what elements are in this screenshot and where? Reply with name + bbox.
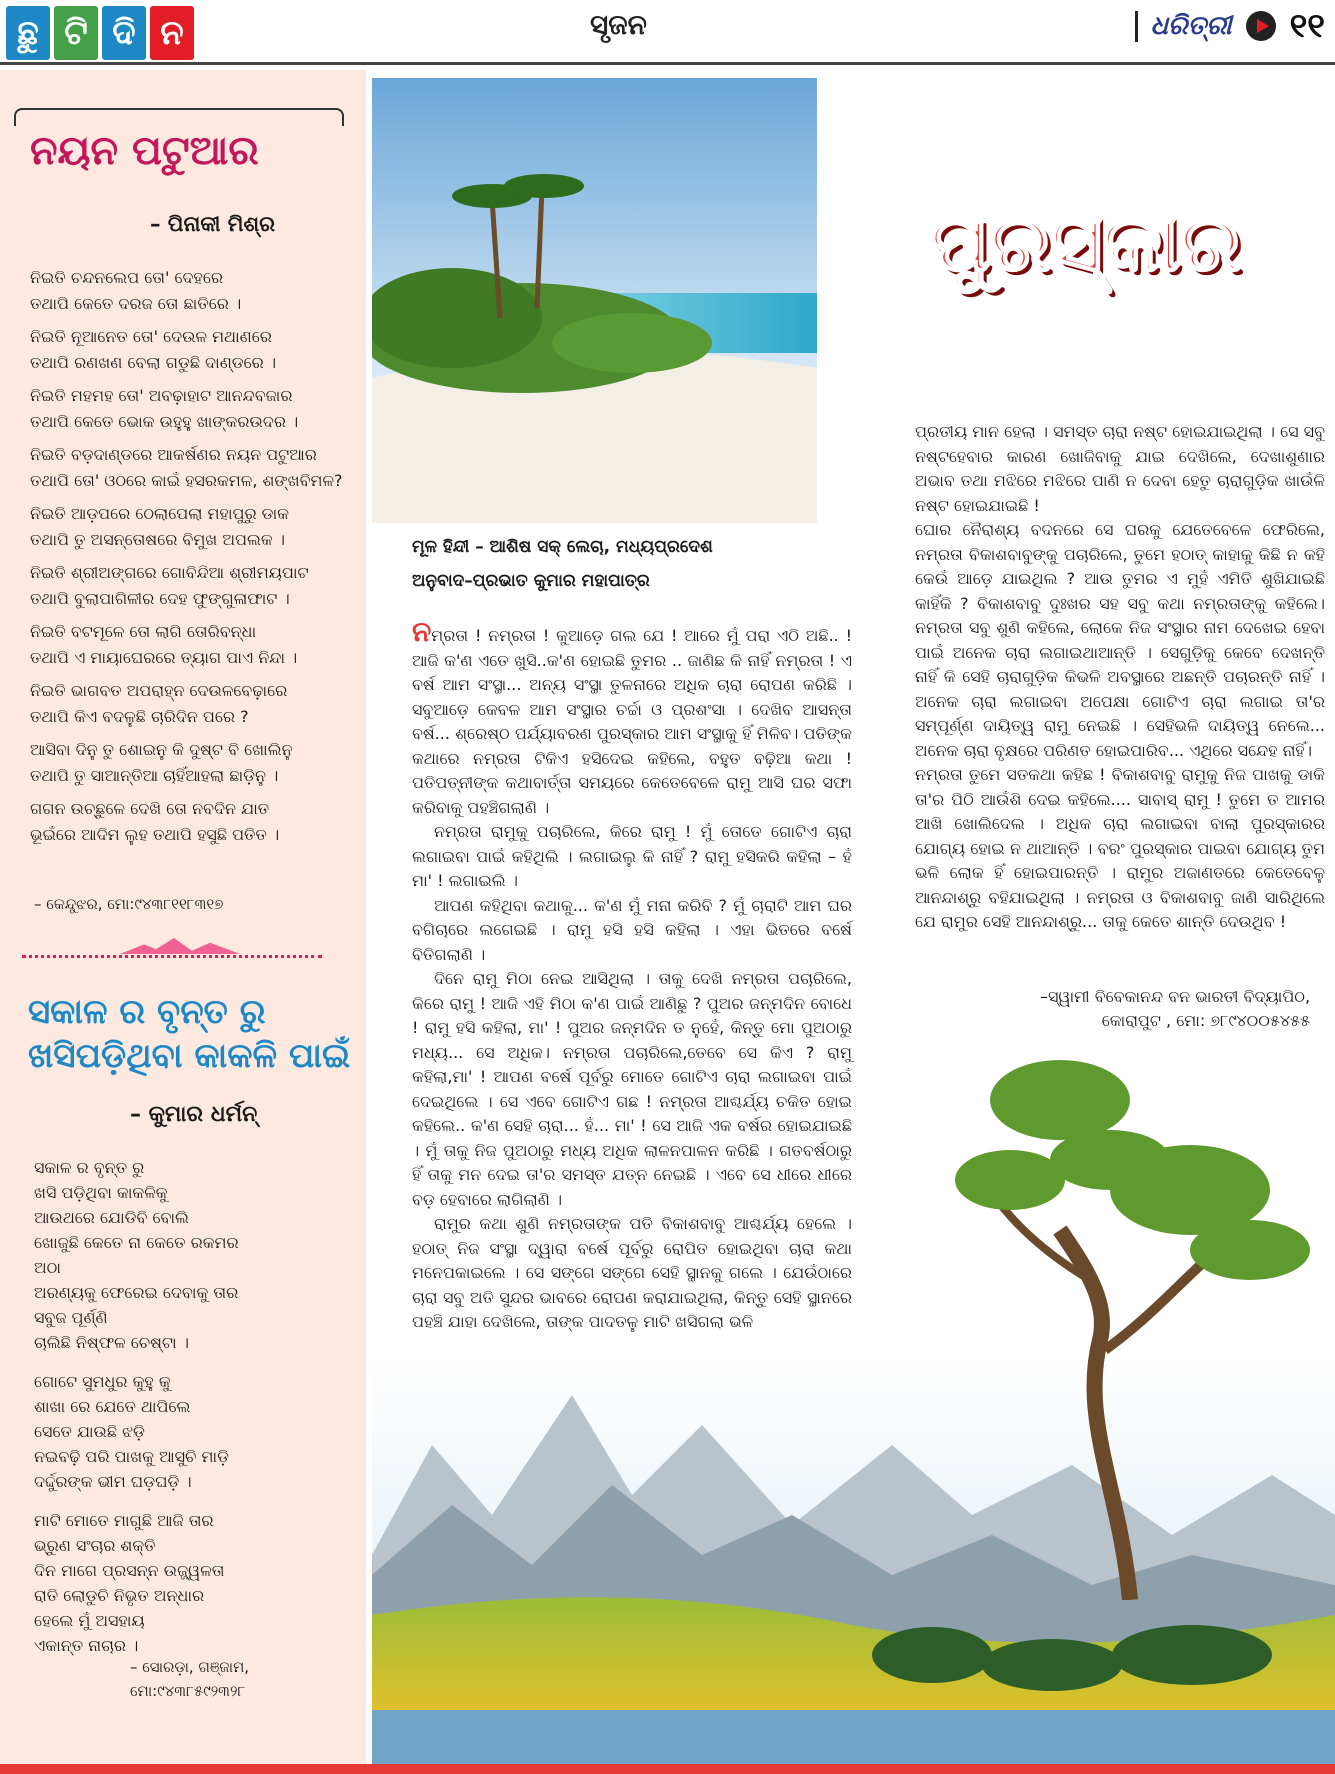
poem2-body	[34, 1155, 354, 1672]
divider	[22, 955, 322, 962]
stanza: ନିଇତି ଆଡ଼ପରେ ଠେଲାପେଲା ମହାପୁରୁ ଡାକ ତଥାପି ତୁ ଅସନ୍ତୋଷରେ ବିମୁଖ ଅପଲକ ।	[30, 504, 290, 549]
stanza: ନିଇତି ଚନ୍ଦନଲେପ ତୋ' ଦେହରେ ତଥାପି କେତେ ଦରଜ ତୋ ଛାତିରେ ।	[30, 268, 242, 313]
story-credits	[412, 530, 713, 598]
paragraph: ଦିନେ ରାମୁ ମିଠା ନେଇ ଆସିଥିଲା । ତାକୁ ଦେଖି ନମ୍ରତା ପଚାରିଲେ, କିରେ ରାମୁ ! ଆଜି ଏହି ମିଠା କ'ଣ ପାଇଁ ଆଣିଛୁ ? ପୁଅର ଜନ୍ମଦିନ ବୋଧେ ! ରାମୁ ହସି କହିଲା, ମା' ! ପୁଅର ଜନ୍ମଦିନ ତ ନୁହେଁ, କିନ୍ତୁ ମୋ ପୁଅଠାରୁ ମଧ୍ୟ... ସେ ଅଧିକ। ନମ୍ରତା ପଚାରିଲେ,ତେବେ ସେ କିଏ ? ରାମୁ କହିଲା,ମା' ! ଆପଣ ବର୍ଷେ ପୂର୍ବରୁ ମୋତେ ଗୋଟିଏ ଚାରା ଲଗାଇବା ପାଇଁ ଦେଇଥିଲେ । ସେ ଏବେ ଗୋଟିଏ ଗଛ ! ନମ୍ରତା ଆଶ୍ଚର୍ଯ୍ୟ ଚକିତ ହୋଇ କହିଲେ.. କ'ଣ ସେହି ଚାରା... ହଁ... ମା' ! ସେ ଆଜି ଏକ ବର୍ଷର ହୋଇଯାଇଛି । ମୁଁ ତାକୁ ନିଜ ପୁଅଠାରୁ ମଧ୍ୟ ଅଧିକ ଲାଳନପାଳନ କରିଛି । ଗତବର୍ଷଠାରୁ ହିଁ ତାକୁ ମନ ଦେଇ ତା'ର ସମସ୍ତ ଯତ୍ନ ନେଇଛି । ଏବେ ସେ ଧୀରେ ଧୀରେ ବଡ଼ ହେବାରେ ଲାଗିଲାଣି ।	[412, 969, 852, 1209]
credit-translator: ଅନୁବାଦ–ପ୍ରଭାତ କୁମାର ମହାପାତ୍ର	[412, 571, 650, 591]
stanza: ନିଇତି ବଡ଼ଦାଣ୍ଡରେ ଆକର୍ଷଣର ନୟନ ପଟୁଆର ତଥାପି ତୋ' ଓଠରେ କାଇଁ ହସରକମଳ, ଶଙ୍ଖବିମଳ?	[30, 445, 343, 490]
section-label: ସୃଜନ	[590, 8, 647, 41]
paragraph: ନମ୍ରତା ରାମୁକୁ ପଚାରିଲେ, କିରେ ରାମୁ ! ମୁଁ ତୋତେ ଗୋଟିଏ ଚାରା ଲଗାଇବା ପାଇଁ କହିଥିଲି । ଲଗାଇଲୁ କି ନାହିଁ ? ରାମୁ ହସିକରି କହିଲା – ହଁ ମା' ! ଲଗାଇଲି ।	[412, 822, 852, 890]
header-rule	[0, 62, 1335, 65]
poem2-title: ସକାଳ ର ବୃନ୍ତ ରୁ ଖସିପଡ଼ିଥିବା କାକଳି ପାଇଁ	[28, 992, 351, 1076]
poem2-author: – କୁମାର ଧର୍ମନ୍	[130, 1102, 258, 1127]
paragraph: ଘୋର ନୈରାଶ୍ୟ ବଦନରେ ସେ ଘରକୁ ଯେତେବେଳେ ଫେରିଲେ, ନମ୍ରତା ବିକାଶବାବୁଙ୍କୁ ପଚାରିଲେ, ତୁମେ ହଠାତ୍ କାହାକୁ କିଛି ନ କହି କେଉଁ ଆଡ଼େ ଯାଇଥିଲ ? ଆଉ ତୁମର ଏ ମୁହଁ ଏମିତି ଶୁଖିଯାଇଛି କାହିଁକି ? ବିକାଶବାବୁ ଦୁଃଖର ସହ ସବୁ କଥା ନମ୍ରତାଙ୍କୁ କହିଲେ। ନମ୍ରତା ସବୁ ଶୁଣି କହିଲେ, ଲୋକେ ନିଜ ସଂସ୍ଥାର ନାମ ଦେଖେଇ ହେବା ପାଇଁ ଅନେକ ଚାରା ଲଗାଇଥାଆନ୍ତି । ସେଗୁଡ଼ିକୁ କେବେ ଦେଖନ୍ତି ନାହିଁ କି ସେହି ଚାରାଗୁଡ଼ିକ କିଭଳି ଅବସ୍ଥାରେ ଅଛନ୍ତି ପଚାରନ୍ତି ନାହିଁ । ଅନେକ ଚାରା ଲଗାଇବା ଅପେକ୍ଷା ଗୋଟିଏ ଚାରା ଲଗାଇ ତା'ର ସମ୍ପୂର୍ଣ୍ଣ ଦାୟିତ୍ୱ ରାମୁ ନେଇଛି । ସେହିଭଳି ଦାୟିତ୍ୱ ନେଲେ... ଅନେକ ଚାରା ବୃକ୍ଷରେ ପରିଣତ ହୋଇପାରିବ... ଏଥିରେ ସନ୍ଦେହ ନାହିଁ।	[915, 520, 1325, 760]
brand-letter: ନ	[150, 6, 194, 60]
story-title: ପୁରସ୍କାର	[930, 196, 1241, 289]
stanza: ନିଇତି ମହମହ ତୋ' ଅବଢ଼ାହାଟ ଆନନ୍ଦବଜାର ତଥାପି କେତେ ଭୋକ ଉହୁହୁ ଖାଙ୍କରଉଦର ।	[30, 386, 299, 431]
brand-letter: ଦି	[102, 6, 146, 60]
poem1-address: – କେନ୍ଦୁଝର, ମୋ:୯୪୩୮୧୧୮୩୧୭	[34, 895, 224, 913]
credit-original: ମୂଳ ହିନ୍ଦୀ – ଆଶିଷ ସକ୍ ଲେଚା, ମଧ୍ୟପ୍ରଦେଶ	[412, 537, 713, 557]
brand-letter: ଛୁ	[6, 6, 50, 60]
stanza: ନିଇତି ଭାଗବତ ଅପରାହ୍ନ ଦେଉଳବେଢ଼ାରେ ତଥାପି କିଏ ବଦଳୁଛି ଚାରିଦିନ ପରେ ?	[30, 681, 288, 726]
beach-illustration	[372, 78, 817, 523]
poem1-body	[30, 265, 350, 855]
paragraph: ନମ୍ରତା ତୁମେ ସତକଥା କହିଛ ! ବିକାଶବାବୁ ରାମୁକୁ ନିଜ ପାଖକୁ ଡାକି ତା'ର ପିଠି ଆଉଁଶି ଦେଇ କହିଲେ.... ସାବାସ୍ ରାମୁ ! ତୁମେ ତ ଆମର ଆଖି ଖୋଲିଦେଲ । ଅଧିକ ଚାରା ଲଗାଇବା ବାଲା ପୁରସ୍କାରର ଯୋଗ୍ୟ ହୋଇ ନ ଥାଆନ୍ତି । ବରଂ ପୁରସ୍କାର ପାଇବା ଯୋଗ୍ୟ ତୁମ ଭଳି ଲୋକ ହିଁ ହୋଇପାରନ୍ତି । ରାମୁର ଅଜାଣତରେ କେତେବେଳୁ ଆନନ୍ଦାଶ୍ରୁ ବହିଯାଇଥିଲା । ନମ୍ରତା ଓ ବିକାଶବାବୁ ଜାଣି ସାରିଥିଲେ ଯେ ରାମୁର ସେହି ଆନନ୍ଦାଶ୍ରୁ... ତାକୁ କେତେ ଶାନ୍ତି ଦେଉଥିବ !	[915, 765, 1325, 931]
brand-letter: ଟି	[54, 6, 98, 60]
poem2-address: – ସୋରଡ଼ା, ଗଞ୍ଜାମ, ମୋ:୯୪୩୮୫୯୨୩୨୮	[130, 1658, 250, 1700]
tree-illustration	[930, 1040, 1330, 1600]
bottom-bar	[0, 1764, 1335, 1774]
poem1-title: ନୟନ ପଟୁଆର	[30, 128, 259, 174]
story-column-1	[412, 615, 852, 1335]
author-signature: –ସ୍ୱାମୀ ବିବେକାନନ୍ଦ ବନ ଭାରତୀ ବିଦ୍ୟାପିଠ, କୋରାପୁଟ , ମୋ: ୭୮୯୪୦୦୫୪୫୫	[1040, 987, 1311, 1030]
header-right	[1135, 6, 1325, 46]
poem1-author: – ପିନାକୀ ମିଶ୍ର	[150, 212, 276, 236]
newspaper-logo: ଧରିତ୍ରୀ	[1135, 11, 1231, 42]
stanza: ନିଇତି ବଟମୂଳେ ତୋ ଲାଗି ତୋରିବନ୍ଧା ତଥାପି ଏ ମାୟାଘେରରେ ତ୍ୟାଗ ପାଏ ନିନ୍ଦା ।	[30, 622, 298, 667]
stanza: ଗୋଟେ ସୁମଧୁର କୁହୁ କୁ ଶାଖା ରେ ଯେତେ ଥାପିଲେ ସେତେ ଯାଉଛି ଝଡ଼ି ନଇବଢ଼ି ପରି ପାଖକୁ ଆସୁଚି ମାଡ଼ି ଦର୍ଦ୍ଦୁରଙ୍କ ଭୀମ ଘଡ଼ଘଡ଼ି ।	[34, 1372, 229, 1491]
story-column-2	[915, 420, 1325, 935]
title-bracket	[14, 108, 344, 126]
stanza: ଆସିବା ଦିନୁ ତୁ ଶୋଇନୁ କି ଦୁଷ୍ଟ ବି ଖୋଲିନୁ ତଥାପି ତୁ ସାଆନ୍ତିଆ ଚାହିଁଆହଲା ଛାଡ଼ିନୁ ।	[30, 740, 293, 785]
paragraph: ରାମୁର କଥା ଶୁଣି ନମ୍ରତାଙ୍କ ପତି ବିକାଶବାବୁ ଆଶ୍ଚର୍ଯ୍ୟ ହେଲେ । ହଠାତ୍ ନିଜ ସଂସ୍ଥା ଦ୍ୱାରା ବର୍ଷେ ପୂର୍ବରୁ ରୋପିତ ହୋଇଥିବା ଚାରା କଥା ମନେପକାଇଲେ । ସେ ସଙ୍ଗେ ସଙ୍ଗେ ସେହି ସ୍ଥାନକୁ ଗଲେ । ଯେଉଁଠାରେ ଚାରା ସବୁ ଅତି ସୁନ୍ଦର ଭାବରେ ରୋପଣ କରାଯାଇଥିଲା, କିନ୍ତୁ ସେହି ସ୍ଥାନରେ ପହଞ୍ଚି ଯାହା ଦେଖିଲେ, ତାଙ୍କ ପାଦତଳୁ ମାଟି ଖସିଗଲା ଭଳି	[412, 1214, 852, 1331]
page-number: ୧୧	[1289, 6, 1325, 46]
paragraph: ଆପଣ କହିଥିବା କଥାକୁ... କ'ଣ ମୁଁ ମନା କରିବି ? ମୁଁ ଚାରାଟି ଆମ ଘର ବଗିଚାରେ ଲଗେଇଛି । ରାମୁ ହସି ହସି କହିଲା । ଏହା ଭିତରେ ବର୍ଷେ ବିତିଗଲାଣି ।	[412, 895, 852, 964]
paragraph: ପ୍ରତୀୟ ମାନ ହେଲା । ସମସ୍ତ ଚାରା ନଷ୍ଟ ହୋଇଯାଇଥିଲା । ସେ ସବୁ ନଷ୍ଟହେବାର କାରଣ ଖୋଜିବାକୁ ଯାଇ ଦେଖିଲେ, ଦେଖାଶୁଣାର ଅଭାବ ତଥା ମଝିରେ ମଝିରେ ପାଣି ନ ଦେବା ହେତୁ ଚାରାଗୁଡ଼ିକ ଖାଉଁଳି ନଷ୍ଟ ହୋଇଯାଇଛି !	[915, 422, 1325, 515]
stanza: ଗଗନ ଉଚ୍ଛୁଳେ ଦେଖି ତୋ ନବଦିନ ଯାତ ଭୂଇଁରେ ଆଦିମ ଲୁହ ତଥାପି ହସୁଛି ପତିତ ।	[30, 799, 280, 844]
stanza: ସକାଳ ର ବୃନ୍ତ ରୁ ଖସି ପଡ଼ିଥିବା କାକଳିକୁ ଆଉଥରେ ଯୋଡିବି ବୋଲି ଖୋଜୁଛି କେତେ ନା କେତେ ରକମର ଅଠା ଅରଣ୍ୟକୁ ଫେରେଇ ଦେବାକୁ ତାର ସବୁଜ ପୂର୍ଣ୍ଣି ଚାଲିଛି ନିଷ୍ଫଳ ଚେଷ୍ଟା ।	[34, 1158, 239, 1352]
stanza: ମାଟି ମୋତେ ମାଗୁଛି ଆଜି ତାର ଭ୍ରୁଣ ସଂଚାର ଶକ୍ତି ଦିନ ମାଗେ ପ୍ରସନ୍ନ ଉଜ୍ଜ୍ୱଳତା ରାତି ଲୋଡୁଚି ନିଭୃତ ଅନ୍ଧାର ହେଲେ ମୁଁ ଅସହାୟ ଏକାନ୍ତ ନାଚାର ।	[34, 1511, 225, 1655]
stanza: ନିଇତି ଶ୍ରୀଅଙ୍ଗରେ ଗୋବିନ୍ଦିଆ ଶ୍ରୀମୟପାଟ ତଥାପି ବୁଲାପାଗିଳୀର ଦେହ ଫୁଙ୍ଗୁଳାଫାଟ ।	[30, 563, 309, 608]
paragraph: ନମ୍ରତା ! ନମ୍ରତା ! କୁଆଡ଼େ ଗଲ ଯେ ! ଆରେ ମୁଁ ପରା ଏଠି ଅଛି.. ! ଆଜି କ'ଣ ଏତେ ଖୁସି..କ'ଣ ହୋଇଛି ତୁମର .. ଜାଣିଛ କି ନାହିଁ ନମ୍ରତା ! ଏ ବର୍ଷ ଆମ ସଂସ୍ଥା... ଅନ୍ୟ ସଂସ୍ଥା ତୁଳନାରେ ଅଧିକ ଚାରା ରୋପଣ କରିଛି । ସବୁଆଡ଼େ କେବଳ ଆମ ସଂସ୍ଥାର ଚର୍ଚ୍ଚା ଓ ପ୍ରଶଂସା । ଦେଖିବ ଆସନ୍ତା ବର୍ଷ... ଶ୍ରେଷ୍ଠ ପର୍ଯ୍ୟାବରଣ ପୁରସ୍କାର ଆମ ସଂସ୍ଥାକୁ ହିଁ ମିଳିବ। ପତିଙ୍କ କଥାରେ ନମ୍ରତା ଟିକିଏ ହସିଦେଇ କହିଲେ, ବହୁତ ବଢ଼ିଆ କଥା ! ପତିପତ୍ନୀଙ୍କ କଥାବାର୍ତ୍ତା ସମୟରେ କେତେବେଳେ ରାମୁ ଆସି ଘର ସଫା କରିବାକୁ ପହଞ୍ଚିଗଲାଣି ।	[412, 615, 852, 817]
play-icon	[1246, 11, 1276, 41]
stanza: ନିଇତି ନୂଆନେତ ତୋ' ଦେଉଳ ମଥାଣରେ ତଥାପି ରଣଖଣ ବେଲା ଗଡୁଛି ଦାଣ୍ଡରେ ।	[30, 327, 277, 372]
brand-masthead	[6, 6, 194, 60]
drop-cap: ନ	[412, 615, 432, 648]
